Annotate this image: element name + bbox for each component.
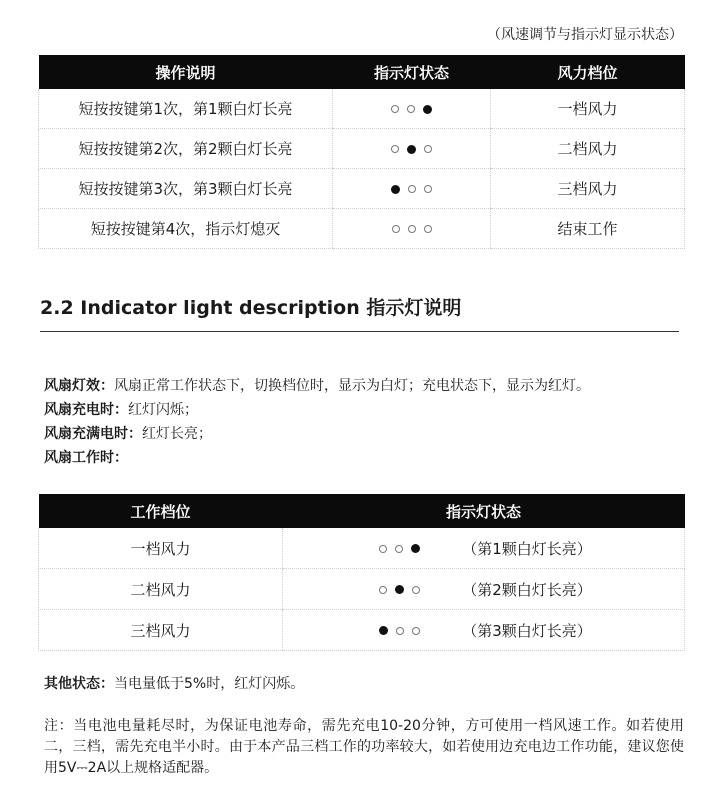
level-cell: 二档风力 <box>491 129 685 169</box>
light-off-icon <box>407 105 415 113</box>
indicator-cell <box>333 169 491 209</box>
working-level-table <box>38 494 685 651</box>
light-on-icon <box>395 585 404 594</box>
indicator-lights <box>388 220 436 238</box>
light-off-icon <box>395 545 403 553</box>
effect-text: 红灯长亮； <box>142 426 212 442</box>
table-row <box>39 569 685 610</box>
light-off-icon <box>391 105 399 113</box>
light-off-icon <box>379 545 387 553</box>
light-on-icon <box>411 544 420 553</box>
level-cell: 二档风力 <box>39 569 283 610</box>
light-off-icon <box>396 627 404 635</box>
indicator-lights <box>375 621 424 639</box>
light-on-icon <box>391 185 400 194</box>
level-cell: 结束工作 <box>491 209 685 249</box>
effect-label: 风扇灯效： <box>44 378 114 394</box>
effect-text: 红灯闪烁； <box>128 402 198 418</box>
light-off-icon <box>391 145 399 153</box>
indicator-desc: （第3颗白灯长亮） <box>462 621 592 640</box>
header-indicator: 指示灯状态 <box>333 55 491 89</box>
light-off-icon <box>408 225 416 233</box>
effect-label: 风扇充满电时： <box>44 426 142 442</box>
indicator-cell <box>283 528 685 569</box>
indicator-lights <box>387 100 436 118</box>
light-off-icon <box>424 185 432 193</box>
indicator-desc: （第1颗白灯长亮） <box>462 539 592 558</box>
indicator-lights <box>387 180 436 198</box>
table-row <box>39 528 685 569</box>
indicator-cell <box>333 129 491 169</box>
indicator-lights <box>387 140 436 158</box>
indicator-lights <box>375 580 424 598</box>
level-cell: 一档风力 <box>39 528 283 569</box>
operation-cell: 短按按键第1次，第1颗白灯长亮 <box>39 89 333 129</box>
light-off-icon <box>408 185 416 193</box>
header-indicator-status: 指示灯状态 <box>283 494 685 528</box>
header-working-level: 工作档位 <box>39 494 283 528</box>
indicator-cell <box>333 89 491 129</box>
light-off-icon <box>412 586 420 594</box>
other-status-text: 当电量低于5%时，红灯闪烁。 <box>114 676 305 692</box>
light-off-icon <box>379 586 387 594</box>
indicator-desc: （第2颗白灯长亮） <box>462 580 592 599</box>
other-status-label: 其他状态： <box>44 676 114 692</box>
effect-line <box>44 422 590 446</box>
operation-cell: 短按按键第3次，第3颗白灯长亮 <box>39 169 333 209</box>
light-off-icon <box>412 627 420 635</box>
header-operation: 操作说明 <box>39 55 333 89</box>
section-divider <box>40 331 679 332</box>
level-cell: 三档风力 <box>491 169 685 209</box>
other-status <box>44 673 304 693</box>
light-off-icon <box>392 225 400 233</box>
table-row <box>39 209 685 249</box>
operation-cell: 短按按键第2次，第2颗白灯长亮 <box>39 129 333 169</box>
light-on-icon <box>407 145 416 154</box>
effect-label: 风扇充电时： <box>44 402 128 418</box>
light-off-icon <box>424 225 432 233</box>
indicator-cell <box>333 209 491 249</box>
header-level: 风力档位 <box>491 55 685 89</box>
table-row <box>39 169 685 209</box>
indicator-lights <box>375 539 424 557</box>
level-cell: 三档风力 <box>39 610 283 651</box>
effect-label: 风扇工作时： <box>44 450 128 466</box>
table-row <box>39 129 685 169</box>
table-row <box>39 610 685 651</box>
effect-line <box>44 398 590 422</box>
battery-note: 注：当电池电量耗尽时，为保证电池寿命，需先充电10-20分钟，方可使用一档风速工作。如若使用二，三档，需先充电半小时。由于本产品三档工作的功率较大，如若使用边充电边工作功能，建议您使用5V⎓2A以上规格适配器。 <box>44 718 684 776</box>
light-effects-list <box>44 374 590 470</box>
level-cell: 一档风力 <box>491 89 685 129</box>
indicator-cell <box>283 569 685 610</box>
effect-line <box>44 446 590 470</box>
light-on-icon <box>379 626 388 635</box>
table-row <box>39 89 685 129</box>
effect-text: 风扇正常工作状态下，切换档位时，显示为白灯；充电状态下，显示为红灯。 <box>114 378 590 394</box>
light-on-icon <box>423 105 432 114</box>
operation-cell: 短按按键第4次，指示灯熄灭 <box>39 209 333 249</box>
fan-speed-table <box>38 55 685 249</box>
light-off-icon <box>424 145 432 153</box>
table-caption: （风速调节与指示灯显示状态） <box>487 27 683 43</box>
effect-line <box>44 374 590 398</box>
indicator-cell <box>283 610 685 651</box>
section-title: 2.2 Indicator light description 指示灯说明 <box>40 297 462 319</box>
